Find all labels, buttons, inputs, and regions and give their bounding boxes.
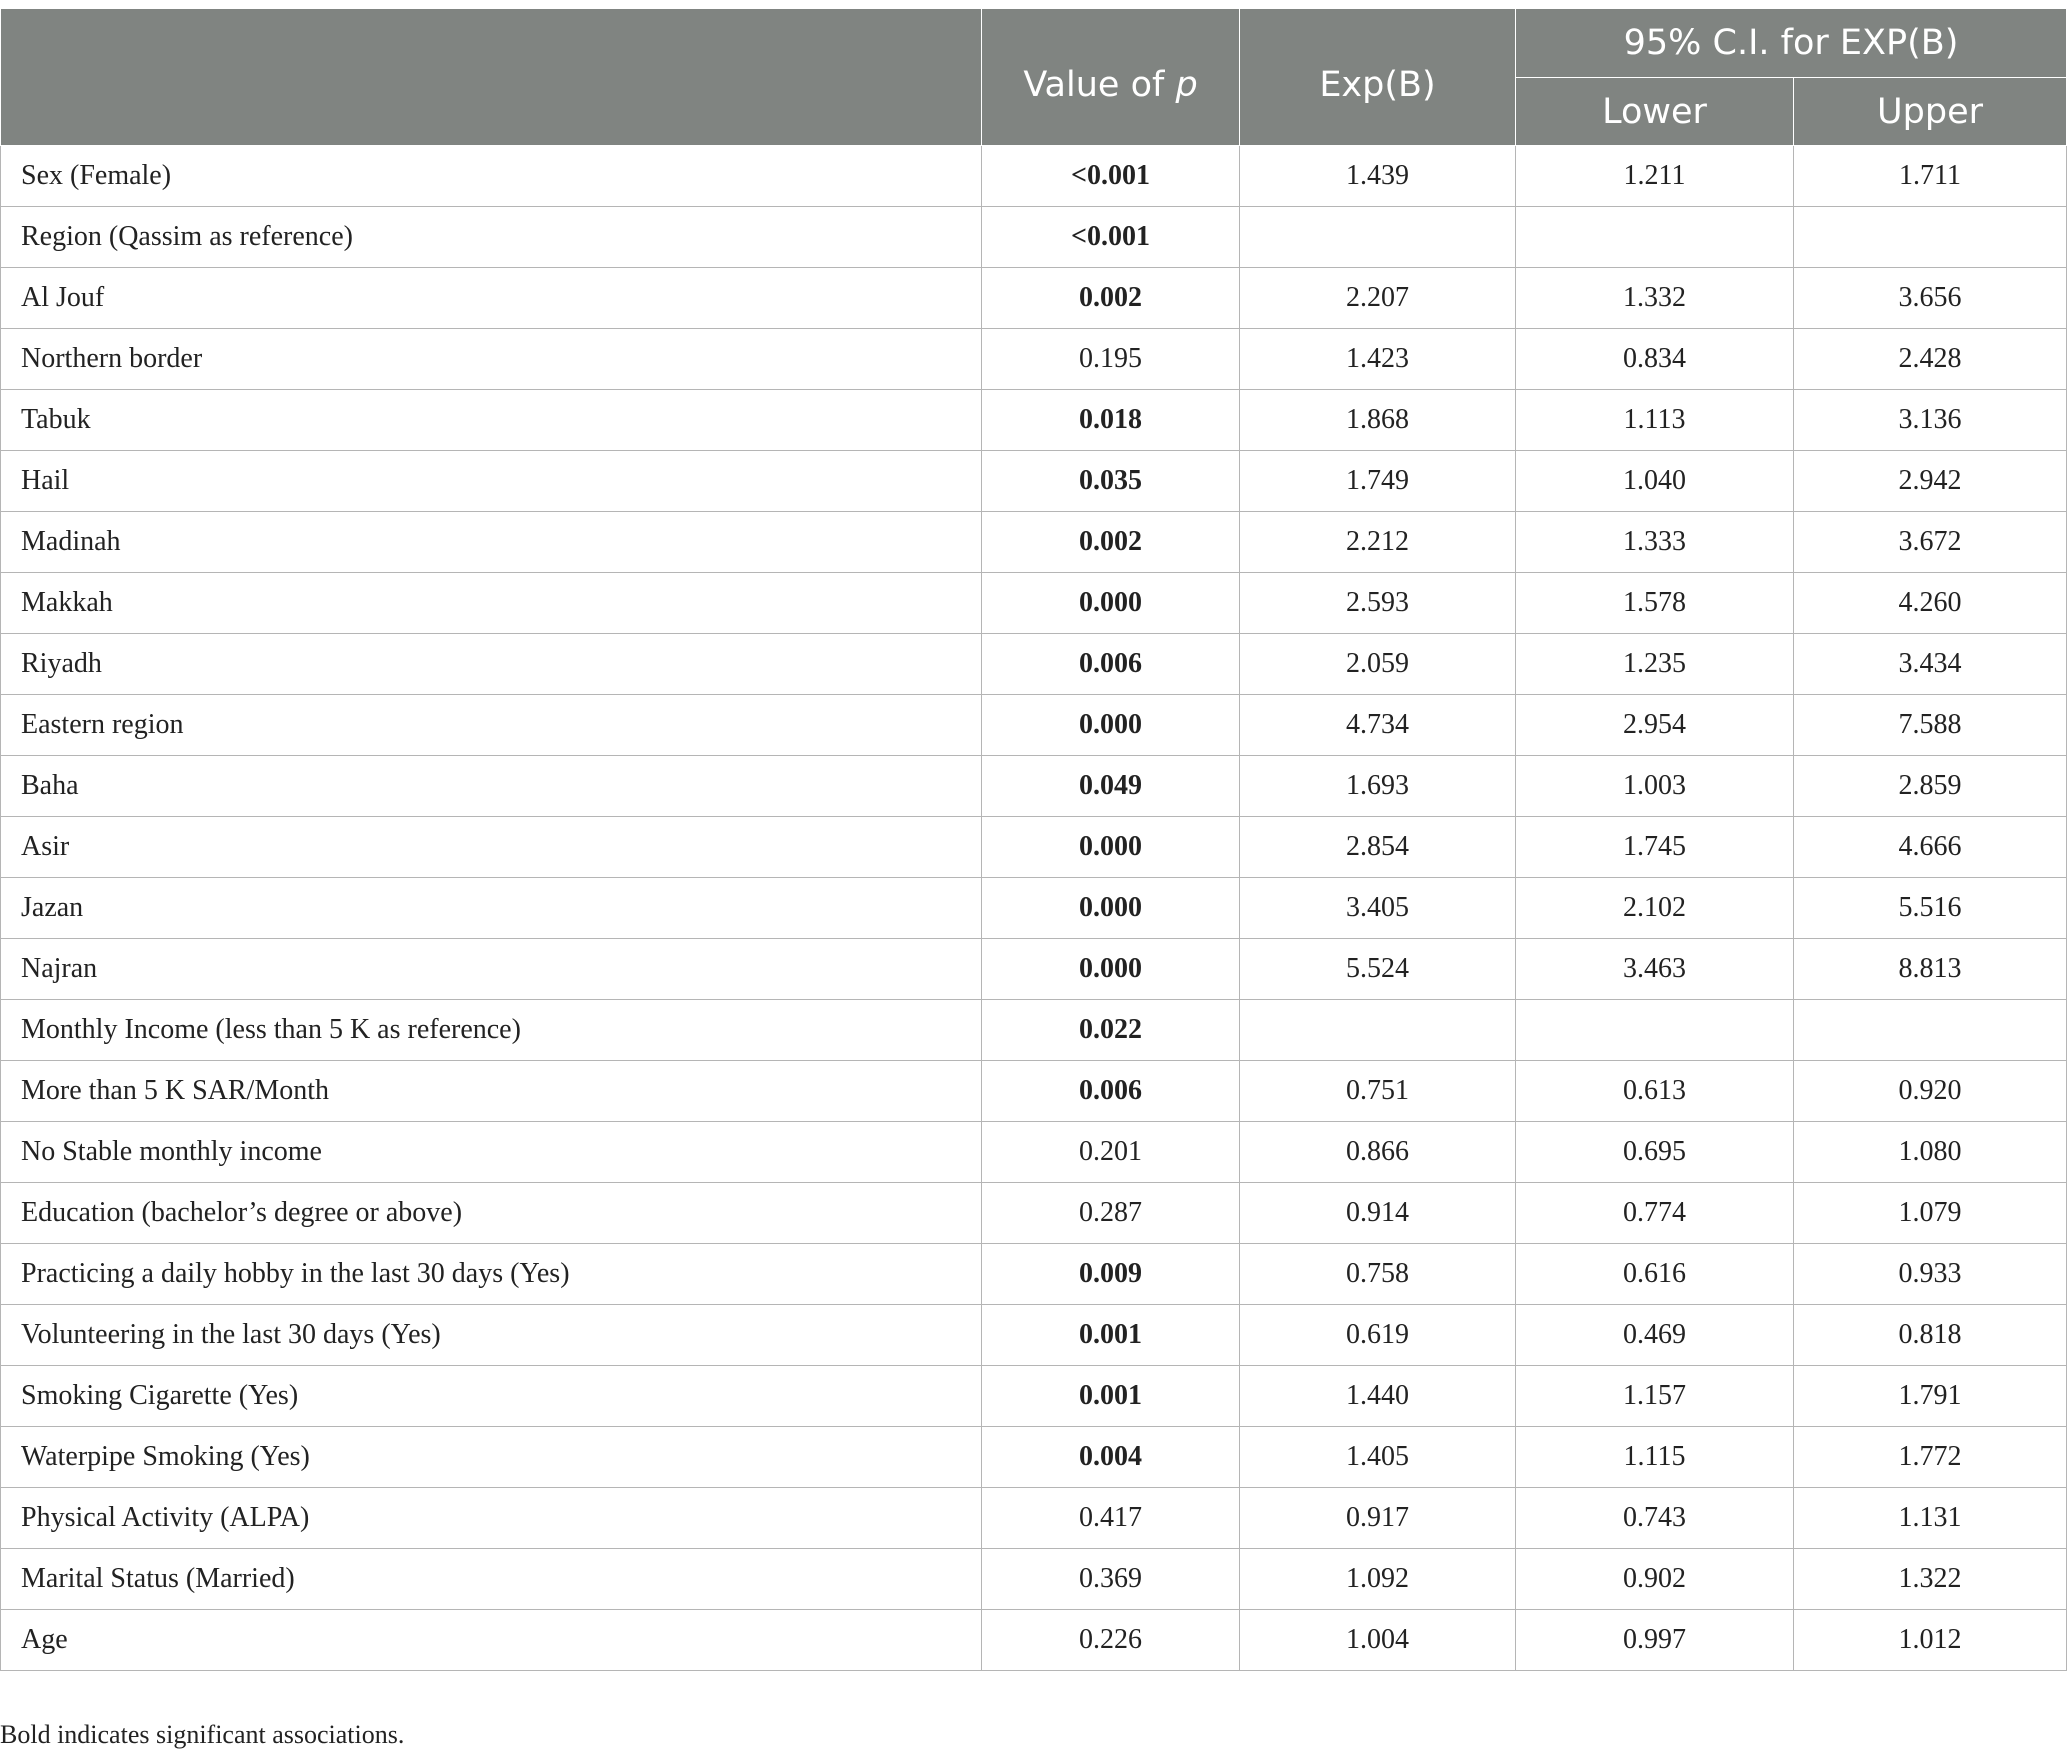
table-row [1,1122,2067,1183]
ci-upper-cell: 2.942 [1794,451,2067,512]
ci-upper-cell: 3.672 [1794,512,2067,573]
p-value-cell: 0.417 [982,1488,1240,1549]
ci-upper-cell: 1.131 [1794,1488,2067,1549]
row-label: More than 5 K SAR/Month [1,1061,982,1122]
regression-table [0,8,2067,1671]
table-footnote: Bold indicates significant associations. [0,1720,405,1749]
table-row [1,634,2067,695]
p-value-cell: 0.009 [982,1244,1240,1305]
table-row [1,146,2067,207]
p-value-cell: 0.000 [982,939,1240,1000]
table-row [1,512,2067,573]
ci-lower-cell: 0.743 [1516,1488,1794,1549]
expb-cell: 1.693 [1240,756,1516,817]
table-row [1,390,2067,451]
expb-cell: 5.524 [1240,939,1516,1000]
expb-cell: 1.439 [1240,146,1516,207]
ci-lower-cell: 1.745 [1516,817,1794,878]
table-row [1,1061,2067,1122]
expb-cell: 2.212 [1240,512,1516,573]
p-value-cell: 0.201 [982,1122,1240,1183]
ci-lower-cell: 0.834 [1516,329,1794,390]
ci-lower-cell: 3.463 [1516,939,1794,1000]
ci-lower-cell [1516,1000,1794,1061]
expb-cell: 1.868 [1240,390,1516,451]
row-label: Hail [1,451,982,512]
p-value-cell: 0.022 [982,1000,1240,1061]
table-header [1,9,2067,146]
table-row [1,1366,2067,1427]
row-label: Waterpipe Smoking (Yes) [1,1427,982,1488]
expb-cell: 1.440 [1240,1366,1516,1427]
ci-lower-cell: 0.997 [1516,1610,1794,1671]
row-label: Baha [1,756,982,817]
p-value-cell: 0.226 [982,1610,1240,1671]
expb-cell: 2.593 [1240,573,1516,634]
row-label: Physical Activity (ALPA) [1,1488,982,1549]
p-value-cell: 0.001 [982,1366,1240,1427]
row-label: Marital Status (Married) [1,1549,982,1610]
ci-upper-cell: 2.859 [1794,756,2067,817]
ci-upper-cell: 1.079 [1794,1183,2067,1244]
expb-cell: 1.423 [1240,329,1516,390]
expb-cell: 2.059 [1240,634,1516,695]
table-row [1,695,2067,756]
ci-lower-cell: 1.113 [1516,390,1794,451]
ci-upper-cell: 0.818 [1794,1305,2067,1366]
ci-upper-cell: 4.260 [1794,573,2067,634]
table-row [1,1244,2067,1305]
row-label: Region (Qassim as reference) [1,207,982,268]
p-value-cell: 0.004 [982,1427,1240,1488]
ci-upper-cell: 8.813 [1794,939,2067,1000]
table-row [1,1183,2067,1244]
ci-upper-cell: 1.772 [1794,1427,2067,1488]
row-label: Smoking Cigarette (Yes) [1,1366,982,1427]
ci-lower-cell: 1.003 [1516,756,1794,817]
table-row [1,878,2067,939]
expb-cell: 2.854 [1240,817,1516,878]
row-label: Makkah [1,573,982,634]
row-label: Sex (Female) [1,146,982,207]
row-label: Najran [1,939,982,1000]
ci-lower-cell: 0.616 [1516,1244,1794,1305]
row-label: Northern border [1,329,982,390]
expb-cell: 0.758 [1240,1244,1516,1305]
table-body [1,146,2067,1671]
p-value-cell: 0.000 [982,878,1240,939]
ci-upper-cell: 5.516 [1794,878,2067,939]
p-value-cell: 0.018 [982,390,1240,451]
row-label: Madinah [1,512,982,573]
expb-cell: 0.751 [1240,1061,1516,1122]
row-label: Riyadh [1,634,982,695]
ci-upper-cell: 1.791 [1794,1366,2067,1427]
row-label: Asir [1,817,982,878]
expb-cell: 4.734 [1240,695,1516,756]
table-row [1,817,2067,878]
table-row [1,329,2067,390]
ci-lower-cell: 0.902 [1516,1549,1794,1610]
ci-upper-cell: 3.656 [1794,268,2067,329]
expb-cell: 2.207 [1240,268,1516,329]
ci-upper-cell: 1.322 [1794,1549,2067,1610]
ci-upper-cell: 3.136 [1794,390,2067,451]
p-value-cell: 0.000 [982,695,1240,756]
expb-cell: 1.004 [1240,1610,1516,1671]
row-label: Tabuk [1,390,982,451]
ci-lower-cell [1516,207,1794,268]
row-label: Monthly Income (less than 5 K as reference) [1,1000,982,1061]
table-row [1,1488,2067,1549]
table-row [1,1305,2067,1366]
row-label: Age [1,1610,982,1671]
ci-upper-cell: 1.711 [1794,146,2067,207]
p-value-cell: 0.002 [982,512,1240,573]
ci-upper-cell [1794,207,2067,268]
ci-upper-cell [1794,1000,2067,1061]
ci-lower-cell: 0.469 [1516,1305,1794,1366]
header-ci: 95% C.I. for EXP(B) [1516,9,2067,78]
expb-cell: 0.619 [1240,1305,1516,1366]
header-p-var: p [1175,65,1198,105]
p-value-cell: 0.049 [982,756,1240,817]
p-value-cell: 0.006 [982,1061,1240,1122]
ci-lower-cell: 0.774 [1516,1183,1794,1244]
table-row [1,1427,2067,1488]
ci-lower-cell: 1.157 [1516,1366,1794,1427]
ci-upper-cell: 7.588 [1794,695,2067,756]
ci-upper-cell: 3.434 [1794,634,2067,695]
ci-lower-cell: 1.578 [1516,573,1794,634]
header-p-value [982,9,1240,146]
p-value-cell: 0.000 [982,573,1240,634]
expb-cell: 0.866 [1240,1122,1516,1183]
expb-cell: 0.917 [1240,1488,1516,1549]
expb-cell: 0.914 [1240,1183,1516,1244]
p-value-cell: 0.369 [982,1549,1240,1610]
ci-lower-cell: 1.332 [1516,268,1794,329]
ci-lower-cell: 1.211 [1516,146,1794,207]
p-value-cell: 0.195 [982,329,1240,390]
row-label: Volunteering in the last 30 days (Yes) [1,1305,982,1366]
table-row [1,451,2067,512]
ci-lower-cell: 2.954 [1516,695,1794,756]
expb-cell: 1.749 [1240,451,1516,512]
ci-lower-cell: 2.102 [1516,878,1794,939]
expb-cell: 1.405 [1240,1427,1516,1488]
ci-upper-cell: 2.428 [1794,329,2067,390]
table-row [1,268,2067,329]
ci-upper-cell: 4.666 [1794,817,2067,878]
table-row [1,207,2067,268]
ci-upper-cell: 1.012 [1794,1610,2067,1671]
p-value-cell: 0.001 [982,1305,1240,1366]
ci-upper-cell: 0.933 [1794,1244,2067,1305]
header-variable [1,9,982,146]
ci-lower-cell: 0.613 [1516,1061,1794,1122]
table-row [1,573,2067,634]
expb-cell [1240,1000,1516,1061]
p-value-cell: 0.287 [982,1183,1240,1244]
row-label: Jazan [1,878,982,939]
p-value-cell: <0.001 [982,146,1240,207]
row-label: Education (bachelor’s degree or above) [1,1183,982,1244]
header-expb: Exp(B) [1240,9,1516,146]
ci-upper-cell: 0.920 [1794,1061,2067,1122]
p-value-cell: 0.035 [982,451,1240,512]
row-label: Practicing a daily hobby in the last 30 days (Yes) [1,1244,982,1305]
header-lower: Lower [1516,78,1794,146]
expb-cell: 3.405 [1240,878,1516,939]
table-row [1,939,2067,1000]
table-row [1,1000,2067,1061]
table-row [1,756,2067,817]
ci-lower-cell: 1.040 [1516,451,1794,512]
table-row [1,1610,2067,1671]
table-row [1,1549,2067,1610]
ci-lower-cell: 0.695 [1516,1122,1794,1183]
ci-lower-cell: 1.115 [1516,1427,1794,1488]
row-label: Al Jouf [1,268,982,329]
header-upper: Upper [1794,78,2067,146]
row-label: No Stable monthly income [1,1122,982,1183]
header-p-prefix: Value of [1023,65,1176,105]
ci-lower-cell: 1.333 [1516,512,1794,573]
row-label: Eastern region [1,695,982,756]
p-value-cell: 0.006 [982,634,1240,695]
p-value-cell: <0.001 [982,207,1240,268]
ci-upper-cell: 1.080 [1794,1122,2067,1183]
p-value-cell: 0.002 [982,268,1240,329]
expb-cell: 1.092 [1240,1549,1516,1610]
p-value-cell: 0.000 [982,817,1240,878]
expb-cell [1240,207,1516,268]
ci-lower-cell: 1.235 [1516,634,1794,695]
